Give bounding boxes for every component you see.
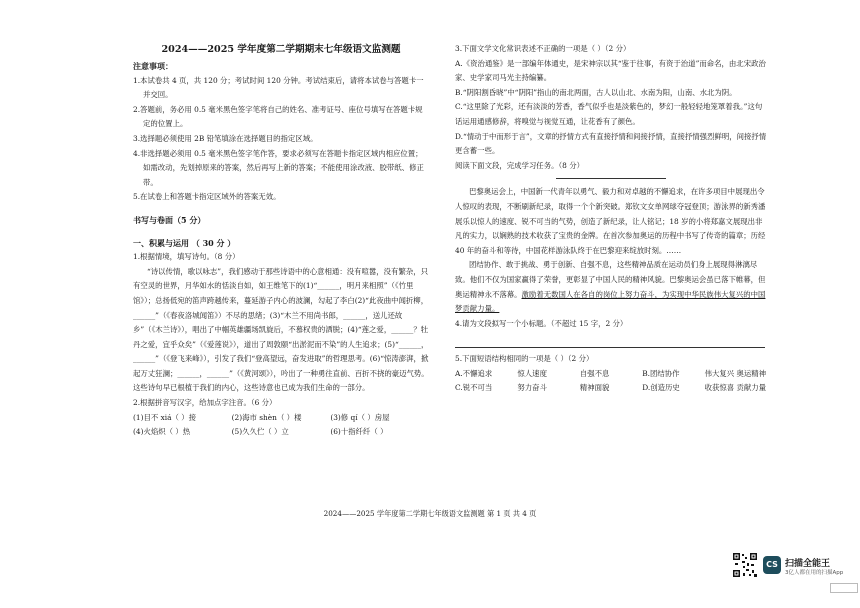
notice-item: 1.本试卷共 4 页，共 120 分；考试时间 120 分钟。考试结束后，请将本试卷与答题卡一并交回。: [133, 75, 424, 100]
q5-row-2: [455, 381, 767, 396]
q5-phrase: 精神面貌: [579, 383, 610, 393]
q5-phrase: A.不懈追求: [455, 368, 493, 378]
notice-item: 2.答题前，务必用 0.5 毫米黑色签字笔将自己的姓名、准考证号、座位号填写在答题卡规定的位置上。: [133, 104, 423, 129]
pinyin-item: (1)目不 xiá（ ）接: [133, 412, 197, 422]
q5-phrase: 收获惊喜 贡献力量: [704, 383, 767, 393]
scanner-tagline: 3亿人都在用的扫描App: [785, 570, 844, 576]
question-1: 1.根据情境，填写诗句。（8 分）: [133, 252, 240, 262]
q3-option-c: C.“这里除了光彩，还有淡淡的芳香，香气似乎也是淡紫色的，梦幻一般轻轻地笼罩着我。”这句话运用通感修辞，将嗅觉与视觉互通，让花香有了颜色。: [455, 102, 763, 126]
underlined-sentence: 激励着无数国人在各自的岗位上努力奋斗，为实现中华民族伟大复兴的中国梦贡献力量。: [455, 289, 766, 314]
handwriting-heading: 书写与卷面（5 分）: [133, 214, 206, 225]
q5-phrase: C.锐不可当: [455, 383, 493, 393]
pinyin-item: (3)修 qí（ ）房屋: [330, 412, 390, 422]
passage-paragraph-1: 巴黎奥运会上，中国新一代青年以勇气、毅力和对卓越的不懈追求，在许多项目中展现出令人惊叹的表现，不断刷新纪录，取得一个个新突破。郑钦文女单网球夺冠登顶；游泳界的新秀潘展乐以惊人的速度、锐不可当的气势，创造了新纪录，让人铭记；18 岁的小将郑嘉文展现出非凡的实力，以娴熟的技术收获了宝贵的金牌。在首次参加奥运的历程中书写了传奇的篇章；历经 40 年的奋斗和等待，中国花样游泳队终于在巴黎迎来绽放时刻。……: [455, 187, 766, 255]
q5-phrase: 惊人速度: [517, 368, 547, 378]
question-3: 3.下面文学文化常识表述不正确的一项是（ ）（2 分）: [455, 44, 631, 53]
passage-text: 团结协作、敢于挑战、勇于创新、自强不息，这些精神品质在运动员们身上展现得淋漓尽致。他们不仅为国家赢得了荣誉，更彰显了中国人民的精神风貌。巴黎奥运会虽已落下帷幕，但奥运精神永不落幕。: [455, 260, 766, 299]
notice-item: 3.选择题必须使用 2B 铅笔填涂在选择题目的指定区域。: [133, 133, 318, 143]
right-column: [455, 42, 767, 396]
question-2: 2.根据拼音写汉字，给加点字注音。（6 分）: [133, 398, 277, 408]
passage-paragraph-2: [455, 258, 767, 316]
pinyin-item: (2)海市 shèn（ ）楼: [231, 412, 302, 422]
q5-phrase: D.创造历史: [642, 383, 680, 393]
question-4: 4.请为文段拟写一个小标题。（不超过 15 字，2 分）: [455, 318, 628, 328]
answer-line: [455, 335, 765, 348]
question-5: 5.下面短语结构相同的一项是（ ）（2 分）: [455, 354, 594, 364]
q5-phrase: B.团结协作: [642, 368, 680, 378]
pinyin-item: (4)火焰炽（ ）热: [133, 427, 191, 437]
q3-option-d: D.“情动于中而形于言”，文章的抒情方式有直接抒情和间接抒情，直接抒情强烈鲜明，间接抒情更含蓄一些。: [455, 131, 767, 156]
q3-option-a: A.《资治通鉴》是一部编年体通史，是宋神宗以其“鉴于往事，有资于治道”而命名，由北宋政治家、史学家司马光主持编纂。: [455, 58, 766, 83]
passage-title-line: [556, 178, 666, 179]
notice-item: 4.非选择题必须用 0.5 毫米黑色签字笔作答，要求必须写在答题卡指定区域内相应位置；如需改动，先划掉原来的答案，然后再写上新的答案；不能使用涂改液、胶带纸、修正带。: [133, 148, 424, 187]
pinyin-item: (5)久久伫（ ）立: [231, 427, 289, 437]
qr-code-icon: [732, 552, 758, 578]
question-2-items: [133, 411, 429, 440]
q3-option-b: B.“阴阳割昏晓”中“阴阳”指山的南北两面，古人以山北、水南为阳，山南、水北为阴。: [455, 87, 737, 97]
notice-heading: 注意事项：: [133, 61, 173, 71]
scanner-watermark: [732, 552, 852, 592]
q5-phrase: 伟大复兴 奥运精神: [704, 368, 767, 378]
reading-intro: 阅读下面文段，完成学习任务。（8 分）: [455, 160, 584, 170]
q5-phrase: 努力奋斗: [517, 383, 547, 393]
q5-phrase: 自强不息: [579, 368, 610, 378]
notice-item: 5.在试卷上和答题卡指定区域外的答案无效。: [133, 192, 281, 202]
scanner-app-name: 扫描全能王: [785, 559, 831, 569]
part1-heading: 一、积累与运用 （ 30 分 ）: [133, 237, 236, 248]
pinyin-item: (6)十指纤纤（ ）: [330, 427, 388, 437]
exam-title: 2024——2025 学年度第二学期期末七年级语文监测题: [161, 44, 401, 55]
q5-row-1: [455, 367, 767, 382]
page-footer: 2024——2025 学年度第二学期七年级语文监测题 第 1 页 共 4 页: [323, 509, 537, 518]
scanner-logo-icon: CS: [763, 556, 781, 574]
left-column: [133, 42, 429, 440]
question-1-text: “诗以传情，歌以咏志”，我们感动于那些诗语中的心意相通：没有喧嚣，没有繁杂，只有空灵的世界，月华如水的恬淡自如，如王维笔下的(1)“______，明月来相照”（《竹里馆》）；总扬低宛的笛声跨越传来，蔓延游子内心的波澜，勾起了李白(2)“此夜曲中闻折柳，______”（《春夜洛城闻笛》）不尽的思绪；(3)“木兰不用尚书郎，______，送儿还故乡”（《木兰诗》），唱出了中帼英雄疆场凯旋后，不慕权贵的洒脱；(4)“莲之爱，______？牡丹之爱，宜乎众矣”（《爱莲说》），道出了周敦颐“出淤泥而不染”的人生追求；(5)“______，______”（《登飞来峰》），引发了我们“登高望远，奋发进取”的哲理思考。(6)“惊涛澎湃，掀起万丈狂澜；______，______”（《黄河颂》），吟出了一种勇往直前、百折不挠的豪迈气势。这些诗句早已根植于我们的内心，这些诗意也已成为我们生命的一部分。: [133, 266, 429, 393]
small-badge: [830, 583, 858, 593]
